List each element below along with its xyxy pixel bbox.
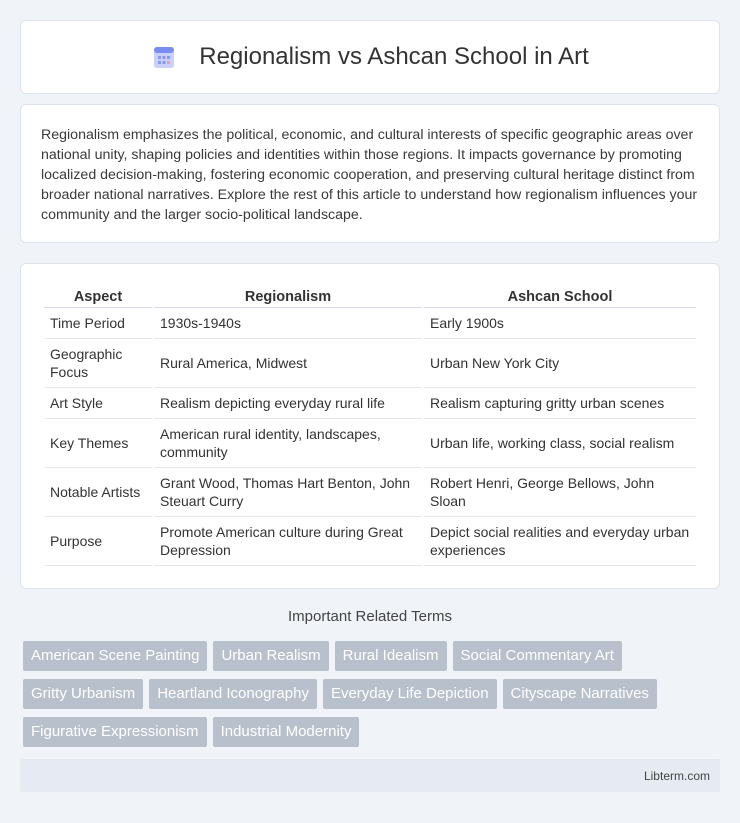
row-ashcan: Early 1900s: [424, 308, 696, 339]
related-term-tag[interactable]: Rural Idealism: [335, 641, 447, 671]
related-term-tag[interactable]: Gritty Urbanism: [23, 679, 143, 709]
related-term-tag[interactable]: Industrial Modernity: [213, 717, 360, 747]
header-regionalism: Regionalism: [154, 286, 422, 308]
intro-text: Regionalism emphasizes the political, economic, and cultural interests of specific geographic areas over national unity, shaping policies and identities within those regions. It impacts governance by promoting localized decision-making, fostering economic cooperation, and preserving cultural heritage distinct from broader national narratives. Explore the rest of this article to understand how regionalism influences your community and the larger socio-political landscape.: [41, 127, 698, 223]
header-ashcan-school: Ashcan School: [424, 286, 696, 308]
row-ashcan: Realism capturing gritty urban scenes: [424, 388, 696, 419]
header-aspect: Aspect: [44, 286, 152, 308]
row-aspect: Art Style: [44, 388, 152, 419]
related-term-tag[interactable]: Figurative Expressionism: [23, 717, 207, 747]
row-ashcan: Urban life, working class, social realism: [424, 419, 696, 468]
related-term-tag[interactable]: Heartland Iconography: [149, 679, 317, 709]
table-row: [44, 388, 696, 419]
related-term-tag[interactable]: Social Commentary Art: [453, 641, 622, 671]
row-ashcan: Depict social realities and everyday urban experiences: [424, 517, 696, 566]
row-aspect: Notable Artists: [44, 468, 152, 517]
row-regionalism: Promote American culture during Great Depression: [154, 517, 422, 566]
comparison-table-card: [20, 263, 720, 589]
footer-site-link[interactable]: Libterm.com: [643, 768, 710, 783]
related-terms-title: Important Related Terms: [288, 608, 452, 625]
title-wrap: [151, 43, 589, 71]
page-title: Regionalism vs Ashcan School in Art: [199, 43, 589, 70]
row-ashcan: Robert Henri, George Bellows, John Sloan: [424, 468, 696, 517]
row-regionalism: 1930s-1940s: [154, 308, 422, 339]
row-aspect: Key Themes: [44, 419, 152, 468]
table-row: [44, 468, 696, 517]
table-header-row: [44, 286, 696, 308]
table-row: [44, 419, 696, 468]
table-row: [44, 517, 696, 566]
row-regionalism: Rural America, Midwest: [154, 339, 422, 388]
comparison-table: [42, 286, 698, 566]
header-card: [20, 20, 720, 94]
related-term-tag[interactable]: Cityscape Narratives: [503, 679, 657, 709]
footer: [20, 759, 720, 792]
related-term-tag[interactable]: Urban Realism: [213, 641, 328, 671]
table-row: [44, 308, 696, 339]
related-terms-list: [23, 641, 703, 747]
intro-card: [20, 104, 720, 243]
row-aspect: Time Period: [44, 308, 152, 339]
document-icon: [151, 44, 177, 70]
row-regionalism: Realism depicting everyday rural life: [154, 388, 422, 419]
row-ashcan: Urban New York City: [424, 339, 696, 388]
row-regionalism: Grant Wood, Thomas Hart Benton, John Steuart Curry: [154, 468, 422, 517]
table-row: [44, 339, 696, 388]
related-term-tag[interactable]: Everyday Life Depiction: [323, 679, 497, 709]
related-term-tag[interactable]: American Scene Painting: [23, 641, 207, 671]
row-regionalism: American rural identity, landscapes, community: [154, 419, 422, 468]
row-aspect: Geographic Focus: [44, 339, 152, 388]
row-aspect: Purpose: [44, 517, 152, 566]
